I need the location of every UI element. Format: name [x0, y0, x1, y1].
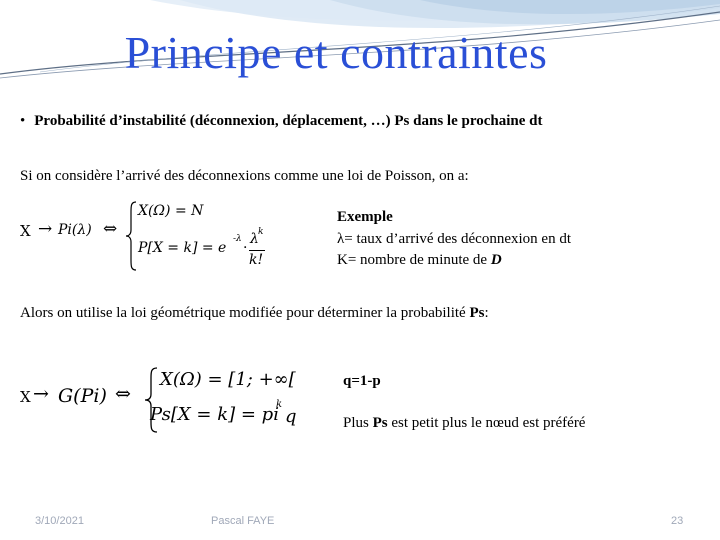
- example-line2-text: K= nombre de minute de: [337, 252, 491, 268]
- example-line2: [337, 252, 502, 269]
- slide-title: Principe et contraintes: [124, 27, 548, 78]
- poisson-line2-num-exp: k: [258, 227, 264, 237]
- q-definition: q=1-p: [343, 373, 381, 389]
- poisson-dist: Pi(λ): [58, 222, 92, 238]
- dot-operator: ·: [243, 240, 248, 256]
- poisson-line2-left: P[X = k] = e: [138, 240, 227, 256]
- example-line2-var: D: [490, 252, 502, 268]
- poisson-intro: Si on considère l’arrivé des déconnexions comme une loi de Poisson, on a:: [20, 168, 469, 184]
- bullet-text: Probabilité d’instabilité (déconnexion, déplacement, …) Ps dans le prochaine dt: [34, 113, 543, 129]
- poisson-line2-den: k!: [249, 252, 264, 268]
- geometric-intro-text: Alors on utilise la loi géométrique modifiée pour déterminer la probabilité: [20, 305, 470, 321]
- geometric-dist: G(Pi): [58, 385, 107, 407]
- geometric-intro-colon: :: [484, 305, 489, 321]
- bullet-dot: •: [20, 113, 26, 129]
- geometric-intro: [20, 305, 489, 322]
- geometric-line2-exp: k: [276, 399, 283, 410]
- geometric-variable: X: [20, 388, 31, 406]
- ps-note-suffix: est petit plus le nœud est préféré: [387, 415, 586, 431]
- poisson-line1: X(Ω) = N: [138, 203, 204, 219]
- footer-author: Pascal FAYE: [211, 515, 275, 527]
- left-brace-icon: [124, 200, 138, 272]
- geometric-line1: X(Ω) = [1; +∞[: [160, 369, 296, 390]
- poisson-line2-num: λ: [250, 231, 259, 247]
- example-heading: Exemple: [337, 209, 393, 225]
- ps-note-var: Ps: [372, 415, 388, 431]
- equivalence-icon: ⇔: [115, 383, 131, 405]
- equivalence-icon: ⇔: [103, 219, 118, 239]
- geometric-line2-left: Ps[X = k] = pi: [150, 404, 279, 425]
- example-line1: λ= taux d’arrivé des déconnexion en dt: [337, 231, 571, 247]
- arrow-icon: →: [33, 383, 49, 405]
- geometric-line2-right: q: [285, 406, 297, 427]
- poisson-variable: X: [20, 222, 31, 240]
- footer-page-number: 23: [671, 515, 684, 527]
- poisson-line2-exp: -λ: [233, 234, 242, 244]
- bullet-item: [20, 113, 542, 130]
- fraction-bar: [249, 250, 265, 251]
- footer-date: 3/10/2021: [35, 515, 84, 527]
- arrow-icon: →: [38, 219, 53, 239]
- geometric-intro-var: Ps: [469, 305, 485, 321]
- ps-note-prefix: Plus: [343, 415, 373, 431]
- ps-note: [343, 415, 585, 432]
